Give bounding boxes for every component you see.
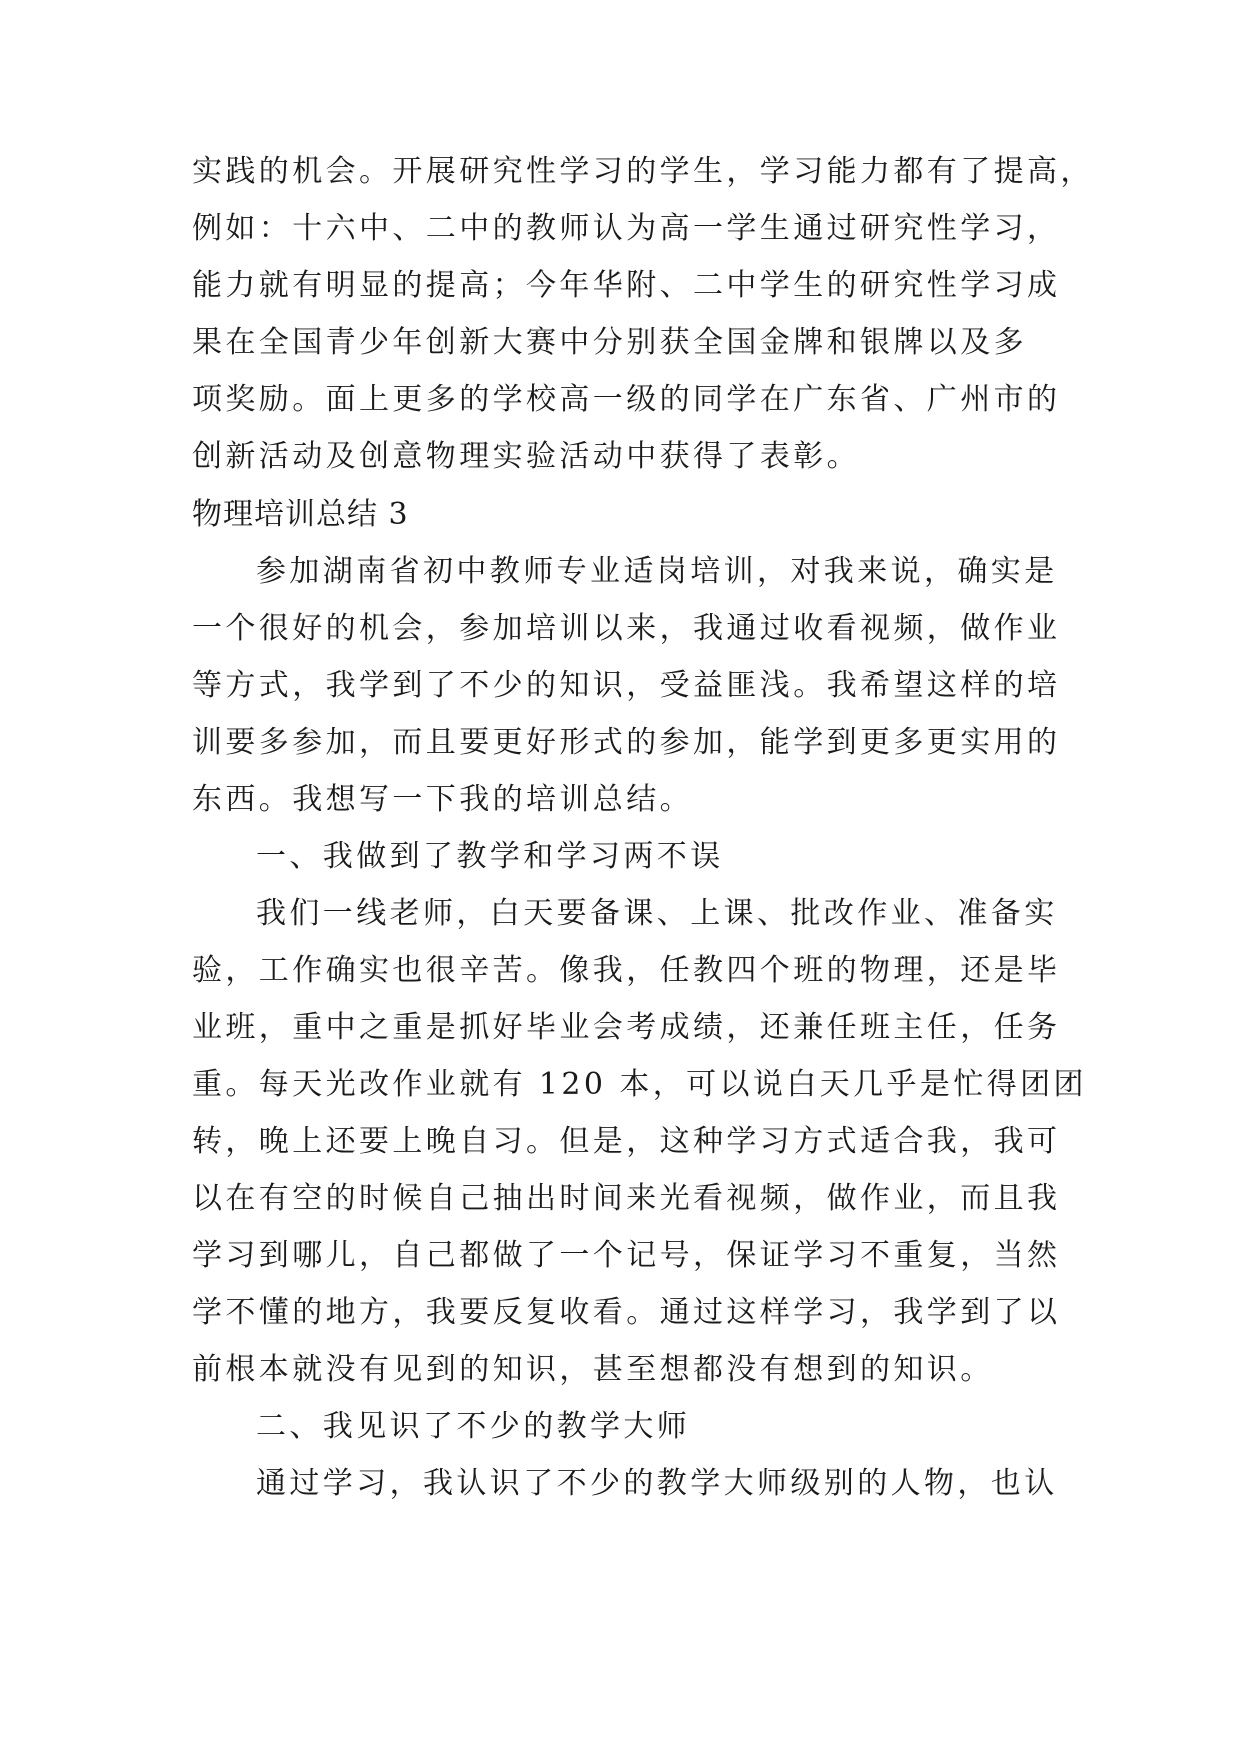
intro-line: 果在全国青少年创新大赛中分别获全国金牌和银牌以及多 — [192, 325, 1027, 360]
intro-line: 能力就有明显的提高；今年华附、二中学生的研究性学习成 — [192, 268, 1061, 303]
paragraph-line: 通过学习，我认识了不少的教学大师级别的人物，也认 — [256, 1466, 1058, 1501]
paragraph-line: 前根本就没有见到的知识，甚至想都没有想到的知识。 — [192, 1352, 994, 1387]
paragraph-line: 学不懂的地方，我要反复收看。通过这样学习，我学到了以 — [192, 1295, 1061, 1330]
paragraph-line: 一个很好的机会，参加培训以来，我通过收看视频，做作业 — [192, 611, 1061, 646]
paragraph-line: 东西。我想写一下我的培训总结。 — [192, 782, 693, 817]
paragraph-line: 参加湖南省初中教师专业适岗培训，对我来说，确实是 — [256, 554, 1058, 589]
paragraph-line: 我们一线老师，白天要备课、上课、批改作业、准备实 — [256, 896, 1058, 931]
section-title: 物理培训总结 3 — [192, 497, 409, 532]
intro-line: 创新活动及创意物理实验活动中获得了表彰。 — [192, 439, 860, 474]
paragraph-line: 转，晚上还要上晚自习。但是，这种学习方式适合我，我可 — [192, 1124, 1061, 1159]
paragraph-line: 学习到哪儿，自己都做了一个记号，保证学习不重复，当然 — [192, 1238, 1061, 1273]
intro-line: 项奖励。面上更多的学校高一级的同学在广东省、广州市的 — [192, 382, 1061, 417]
paragraph-line: 训要多参加，而且要更好形式的参加，能学到更多更实用的 — [192, 725, 1061, 760]
intro-line: 实践的机会。开展研究性学习的学生，学习能力都有了提高， — [192, 154, 1094, 189]
paragraph-line: 等方式，我学到了不少的知识，受益匪浅。我希望这样的培 — [192, 668, 1061, 703]
paragraph-line: 验，工作确实也很辛苦。像我，任教四个班的物理，还是毕 — [192, 953, 1061, 988]
intro-line: 例如：十六中、二中的教师认为高一学生通过研究性学习， — [192, 211, 1061, 246]
paragraph-line: 重。每天光改作业就有 120 本，可以说白天几乎是忙得团团 — [192, 1067, 1087, 1102]
subheading: 二、我见识了不少的教学大师 — [256, 1409, 691, 1444]
subheading: 一、我做到了教学和学习两不误 — [256, 839, 724, 874]
paragraph-line: 以在有空的时候自己抽出时间来光看视频，做作业，而且我 — [192, 1181, 1061, 1216]
paragraph-line: 业班，重中之重是抓好毕业会考成绩，还兼任班主任，任务 — [192, 1010, 1061, 1045]
